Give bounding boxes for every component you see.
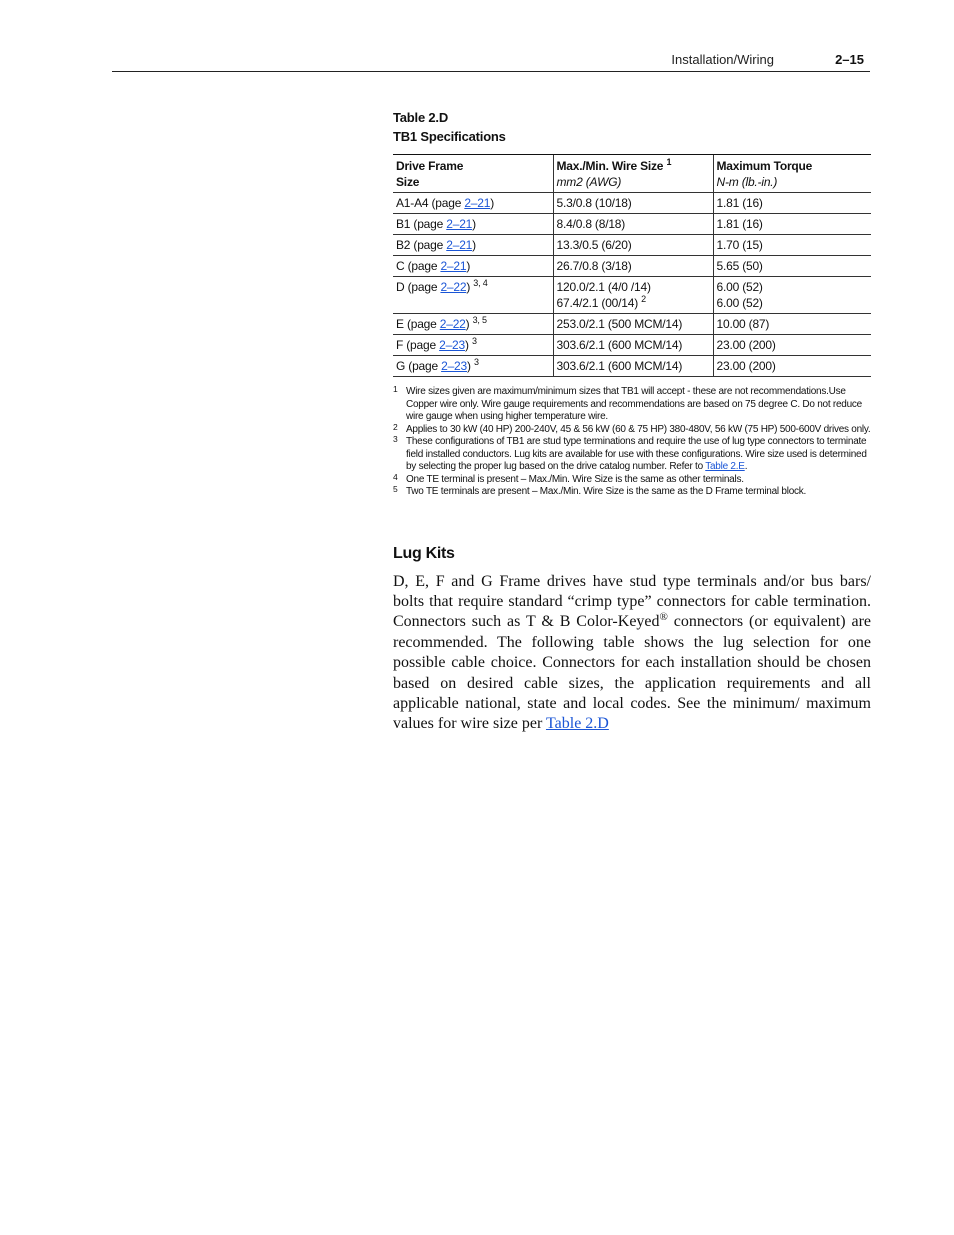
column-header-wire-size: Max./Min. Wire Size $^1$ mm2 (AWG) xyxy=(553,155,713,193)
column-header-max-torque: Maximum Torque N-m (lb.-in.) xyxy=(713,155,871,193)
page-link[interactable]: 2–23 xyxy=(439,338,465,352)
column-unit: N-m (lb.-in.) xyxy=(716,175,778,189)
cell-wire-size: 120.0/2.1 (4/0 /14) 67.4/2.1 (00/14) $^2$ xyxy=(553,277,713,314)
table-number: Table 2.D xyxy=(393,110,449,125)
footnote-ref: 3 xyxy=(471,336,477,346)
table-row xyxy=(393,235,871,256)
cell-max-torque: 10.00 (87) xyxy=(713,314,871,335)
page-link[interactable]: 2–21 xyxy=(446,217,473,231)
cell-frame-size: E (page 2–22) $^{3, 5}$ xyxy=(393,314,553,335)
page-link[interactable]: 2–23 xyxy=(441,359,467,373)
cell-max-torque: 5.65 (50) xyxy=(713,256,871,277)
footnote-ref: 1 xyxy=(666,157,672,167)
cell-max-torque: 23.00 (200) xyxy=(713,335,871,356)
footnote-number: 5 xyxy=(393,484,398,494)
column-header-frame-size: Drive Frame Size xyxy=(393,155,553,193)
page-link[interactable]: 2–22 xyxy=(439,317,466,331)
cell-frame-size: B2 (page 2–21) xyxy=(393,235,553,256)
cell-wire-size: 303.6/2.1 (600 MCM/14) xyxy=(553,356,713,377)
section-title: Installation/Wiring xyxy=(671,52,774,67)
cell-wire-size: 253.0/2.1 (500 MCM/14) xyxy=(553,314,713,335)
footnote-number: 1 xyxy=(393,384,398,394)
tb1-specifications-table xyxy=(393,154,871,377)
cell-max-torque: 1.81 (16) xyxy=(713,193,871,214)
page-link[interactable]: 2–21 xyxy=(440,259,467,273)
cell-wire-size: 303.6/2.1 (600 MCM/14) xyxy=(553,335,713,356)
footnote-ref: 3 xyxy=(473,357,479,367)
cell-wire-size: 5.3/0.8 (10/18) xyxy=(553,193,713,214)
cell-frame-size: A1-A4 (page 2–21) xyxy=(393,193,553,214)
footnote-number: 3 xyxy=(393,434,398,444)
registered-mark: ® xyxy=(659,611,668,624)
page-link[interactable]: 2–21 xyxy=(446,238,473,252)
table-row xyxy=(393,256,871,277)
table-row xyxy=(393,356,871,377)
table-row xyxy=(393,277,871,314)
page-number: 2–15 xyxy=(835,52,864,67)
cell-frame-size: B1 (page 2–21) xyxy=(393,214,553,235)
table-row xyxy=(393,214,871,235)
footnote: 3 These configurations of TB1 are stud type terminations and require the use of lug type connectors to terminate field installed conductors. Lug kits are available for use with these configurations. Wire size used is determined by selecting the proper lug based on the drive catalog number. Refer to Table 2.E. xyxy=(393,434,867,472)
cell-max-torque: 1.70 (15) xyxy=(713,235,871,256)
cell-max-torque: 6.00 (52) 6.00 (52) xyxy=(713,277,871,314)
table-caption xyxy=(393,108,871,146)
table-2d-link[interactable]: Table 2.D xyxy=(545,715,609,733)
main-content xyxy=(393,108,871,735)
page-link[interactable]: 2–21 xyxy=(464,196,491,210)
footnote: 2 Applies to 30 kW (40 HP) 200-240V, 45 & 56 kW (60 & 75 HP) 380-480V, 56 kW (75 HP) 500-600V drives only. xyxy=(393,421,871,435)
table-row xyxy=(393,335,871,356)
footnote-number: 4 xyxy=(393,471,398,482)
page-header xyxy=(112,52,870,72)
table-title: TB1 Specifications xyxy=(393,129,506,144)
footnote: 5 Two TE terminals are present – Max./Min. Wire Size is the same as the D Frame terminal block. xyxy=(393,484,807,497)
table-2e-link[interactable]: Table 2.E xyxy=(705,461,745,472)
cell-frame-size: D (page 2–22) $^{3, 4}$ xyxy=(393,277,553,314)
section-heading-lug-kits: Lug Kits xyxy=(393,544,455,562)
column-unit: mm2 (AWG) xyxy=(556,175,622,189)
footnote-ref: 3, 5 xyxy=(472,315,487,325)
cell-frame-size: F (page 2–23) $^3$ xyxy=(393,335,553,356)
cell-wire-size: 13.3/0.5 (6/20) xyxy=(553,235,713,256)
cell-max-torque: 1.81 (16) xyxy=(713,214,871,235)
cell-wire-size: 8.4/0.8 (8/18) xyxy=(553,214,713,235)
cell-max-torque: 23.00 (200) xyxy=(713,356,871,377)
footnote-ref: 3, 4 xyxy=(473,278,488,288)
table-row xyxy=(393,193,871,214)
table-footnotes xyxy=(393,386,871,499)
page-link[interactable]: 2–22 xyxy=(440,280,467,294)
footnote: 4 One TE terminal is present – Max./Min. Wire Size is the same as other terminals. xyxy=(393,471,744,485)
cell-frame-size: G (page 2–23) $^3$ xyxy=(393,356,553,377)
table-row xyxy=(393,314,871,335)
table-header-row xyxy=(393,155,871,193)
cell-frame-size: C (page 2–21) xyxy=(393,256,553,277)
footnote-ref: 2 xyxy=(641,294,646,304)
footnote-number: 2 xyxy=(393,421,398,432)
footnote: 1 Wire sizes given are maximum/minimum sizes that TB1 will accept - these are not recommendations.Use Copper wire only. Wire gauge requirements and recommendations are based on 75 degree C. Do not reduce wire gauge when using higher temperature wire. xyxy=(393,384,862,422)
cell-wire-size: 26.7/0.8 (3/18) xyxy=(553,256,713,277)
lug-kits-paragraph: D, E, F and G Frame drives have stud type terminals and/or bus bars/ bolts that require standard “crimp type” connectors for cable termination. Connectors such as T & B Color-Keyed® connectors (or equivalent) are recommended. The following table shows the lug selection for one possible cable choice. Connectors for each installation should be chosen based on desired cable sizes, the application requirements and all applicable national, state and local codes. See the minimum/ maximum values for wire size per Table 2.D xyxy=(393,572,871,733)
